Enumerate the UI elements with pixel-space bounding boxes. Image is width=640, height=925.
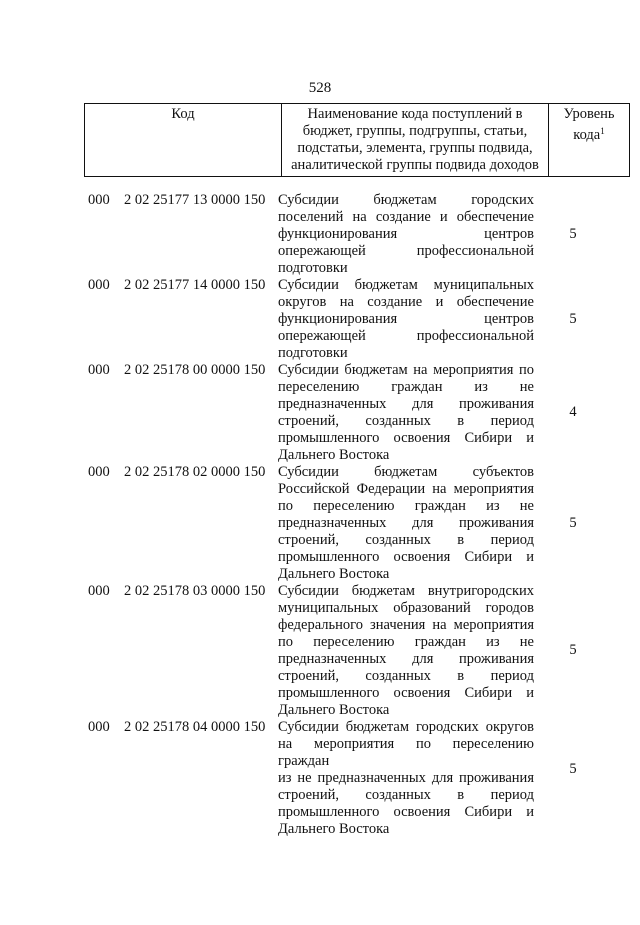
code-level: 5: [569, 226, 577, 242]
income-name-line: по переселению граждан из не: [278, 634, 534, 650]
income-name-line: предназначенных для проживания: [278, 515, 534, 531]
income-name-line: федерального значения на мероприятия: [278, 617, 534, 633]
income-code: 2 02 25177 14 0000 150: [124, 277, 266, 293]
footnote-marker: 1: [600, 126, 605, 136]
income-name-line: опережающей профессиональной: [278, 328, 534, 344]
page-number: 528: [308, 80, 332, 96]
income-name-line: Дальнего Востока: [278, 447, 390, 463]
table-row: [84, 719, 608, 838]
income-name-line: из не предназначенных для проживания: [278, 770, 534, 786]
income-name-line: Российской Федерации на мероприятия: [278, 481, 534, 497]
header-code: Код: [85, 104, 282, 177]
code-level: 5: [569, 515, 577, 531]
income-name-line: функционирования центров: [278, 226, 534, 242]
admin-code: 000: [88, 277, 110, 293]
income-name: [278, 362, 534, 464]
admin-code: 000: [88, 719, 110, 735]
income-name-line: предназначенных для проживания: [278, 396, 534, 412]
header-name-line: Наименование кода поступлений в: [307, 106, 523, 122]
income-name: [278, 277, 534, 362]
income-name-line: на мероприятия по переселению граждан: [278, 736, 534, 769]
income-name-line: Субсидии бюджетам субъектов: [278, 464, 534, 480]
income-name-line: функционирования центров: [278, 311, 534, 327]
admin-code: 000: [88, 464, 110, 480]
income-name-line: Дальнего Востока: [278, 821, 390, 837]
income-name-line: муниципальных образований городов: [278, 600, 534, 616]
income-name-line: переселению граждан из не: [278, 379, 534, 395]
income-name-line: промышленного освоения Сибири и: [278, 549, 534, 565]
code-level: 4: [569, 404, 577, 420]
income-name-line: промышленного освоения Сибири и: [278, 685, 534, 701]
income-name-line: промышленного освоения Сибири и: [278, 804, 534, 820]
income-name-line: Дальнего Востока: [278, 702, 390, 718]
income-name: [278, 464, 534, 583]
income-name: [278, 583, 534, 719]
income-name-line: подготовки: [278, 345, 348, 361]
income-name-line: по переселению граждан из не: [278, 498, 534, 514]
income-name-line: строений, созданных в период: [278, 413, 534, 429]
admin-code: 000: [88, 583, 110, 599]
code-level: 5: [569, 642, 577, 658]
income-name-line: строений, созданных в период: [278, 787, 534, 803]
income-name-line: Субсидии бюджетам внутригородских: [278, 583, 534, 599]
income-name-line: Дальнего Востока: [278, 566, 390, 582]
income-name-line: строений, созданных в период: [278, 668, 534, 684]
income-name-line: Субсидии бюджетам городских: [278, 192, 534, 208]
table-row: [84, 277, 608, 362]
header-name-line: аналитической группы подвида доходов: [291, 157, 539, 173]
income-name-line: предназначенных для проживания: [278, 651, 534, 667]
income-code: 2 02 25178 04 0000 150: [124, 719, 266, 735]
income-code: 2 02 25178 03 0000 150: [124, 583, 266, 599]
header-level-text: кода: [573, 127, 601, 143]
income-code: 2 02 25177 13 0000 150: [124, 192, 266, 208]
income-name-line: Субсидии бюджетам на мероприятия по: [278, 362, 534, 378]
table-header: [84, 103, 630, 177]
admin-code: 000: [88, 362, 110, 378]
table-body: [84, 192, 608, 838]
income-name: [278, 192, 534, 277]
income-name-line: Субсидии бюджетам городских округов: [278, 719, 534, 735]
income-name-line: промышленного освоения Сибири и: [278, 430, 534, 446]
income-code: 2 02 25178 02 0000 150: [124, 464, 266, 480]
code-level: 5: [569, 311, 577, 327]
income-code: 2 02 25178 00 0000 150: [124, 362, 266, 378]
header-level: [549, 104, 630, 177]
income-name-line: строений, созданных в период: [278, 532, 534, 548]
header-level-line1: Уровень: [563, 106, 615, 122]
header-level-line2: [552, 123, 626, 144]
income-name-line: поселений на создание и обеспечение: [278, 209, 534, 225]
admin-code: 000: [88, 192, 110, 208]
code-level: 5: [569, 761, 577, 777]
header-name: [282, 104, 549, 177]
header-name-line: подстатьи, элемента, группы подвида,: [297, 140, 533, 156]
income-name-line: подготовки: [278, 260, 348, 276]
income-name: [278, 719, 534, 838]
table-row: [84, 362, 608, 464]
header-name-line: бюджет, группы, подгруппы, статьи,: [302, 123, 528, 139]
table-row: [84, 192, 608, 277]
income-name-line: округов на создание и обеспечение: [278, 294, 534, 310]
table-row: [84, 464, 608, 583]
table-row: [84, 583, 608, 719]
income-name-line: опережающей профессиональной: [278, 243, 534, 259]
income-name-line: Субсидии бюджетам муниципальных: [278, 277, 534, 293]
